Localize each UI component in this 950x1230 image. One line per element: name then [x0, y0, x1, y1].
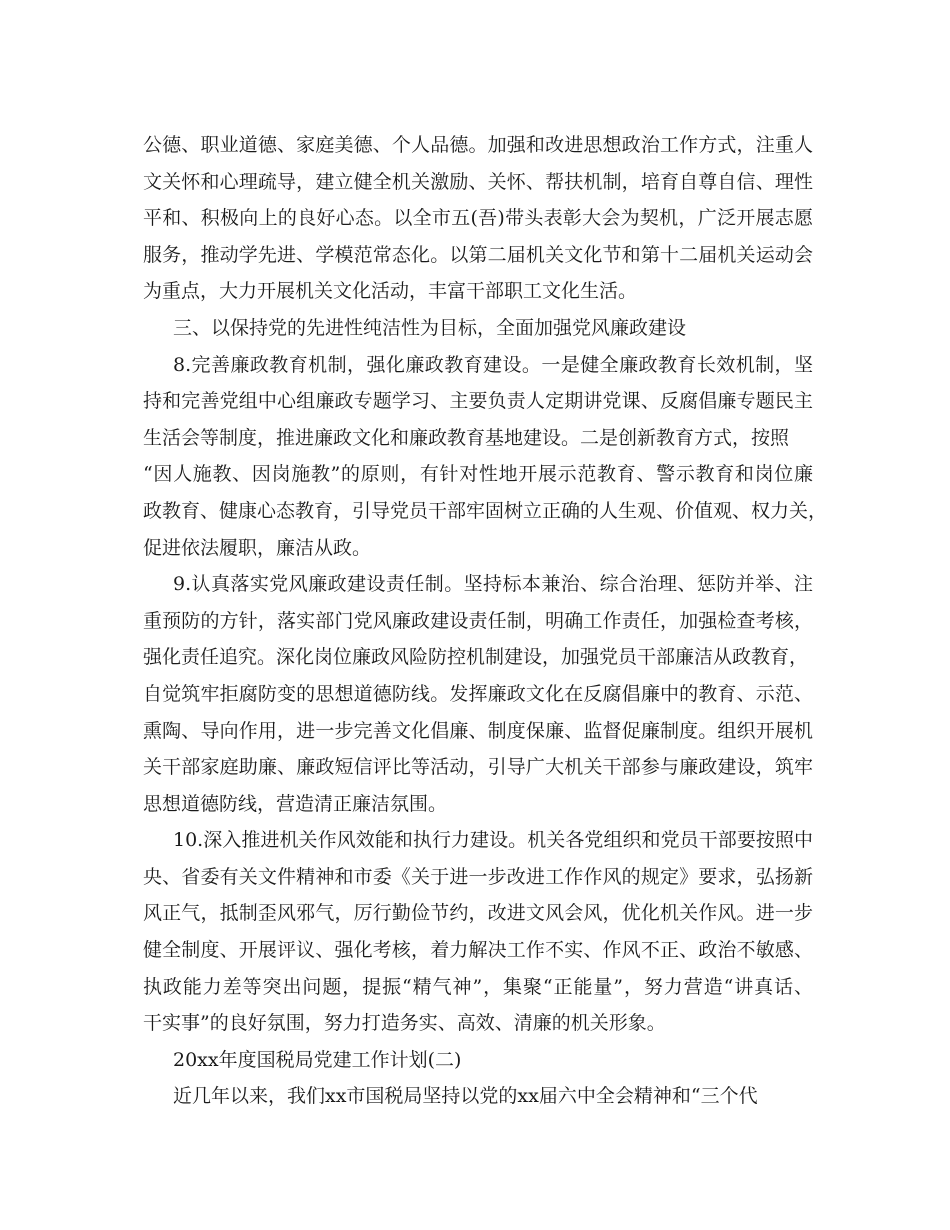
text-line: 平和、积极向上的良好心态。以全市五(吾)带头表彰大会为契机，广泛开展志愿	[143, 207, 813, 230]
text-line: 干实事”的良好氛围，努力打造务实、高效、清廉的机关形象。	[143, 1012, 666, 1035]
text-line: 健全制度、开展评议、强化考核，着力解决工作不实、作风不正、政治不敏感、	[143, 939, 813, 962]
text-line: 生活会等制度，推进廉政文化和廉政教育基地建设。二是创新教育方式，按照	[143, 426, 790, 449]
text-line: 9.认真落实党风廉政建设责任制。坚持标本兼治、综合治理、惩防并举、注	[173, 573, 813, 596]
text-line: “因人施教、因岗施教”的原则，有针对性地开展示范教育、警示教育和岗位廉	[143, 463, 813, 486]
text-line: 执政能力差等突出问题，提振“精气神”，集聚“正能量”，努力营造“讲真话、	[143, 975, 813, 998]
text-line: 央、省委有关文件精神和市委《关于进一步改进工作作风的规定》要求，弘扬新	[143, 865, 813, 888]
text-line: 三、以保持党的先进性纯洁性为目标，全面加强党风廉政建设	[173, 316, 687, 339]
text-line: 重预防的方针，落实部门党风廉政建设责任制，明确工作责任，加强检查考核，	[143, 609, 813, 632]
text-line: 为重点，大力开展机关文化活动，丰富干部职工文化生活。	[143, 280, 638, 303]
text-line: 10.深入推进机关作风效能和执行力建设。机关各党组织和党员干部要按照中	[173, 829, 813, 852]
text-line: 20xx年度国税局党建工作计划(二)	[173, 1048, 462, 1071]
text-line: 持和完善党组中心组廉政专题学习、主要负责人定期讲党课、反腐倡廉专题民主	[143, 390, 813, 413]
document-body	[143, 127, 828, 1115]
text-line: 服务，推动学先进、学模范常态化。以第二届机关文化节和第十二届机关运动会	[143, 243, 813, 266]
text-line: 文关怀和心理疏导，建立健全机关激励、关怀、帮扶机制，培育自尊自信、理性	[143, 170, 813, 193]
text-line: 风正气，抵制歪风邪气，厉行勤俭节约，改进文风会风，优化机关作风。进一步	[143, 902, 813, 925]
text-line: 强化责任追究。深化岗位廉政风险防控机制建设，加强党员干部廉洁从政教育，	[143, 646, 809, 669]
text-line: 熏陶、导向作用，进一步完善文化倡廉、制度保廉、监督促廉制度。组织开展机	[143, 719, 813, 742]
text-line: 近几年以来，我们xx市国税局坚持以党的xx届六中全会精神和“三个代	[173, 1085, 758, 1108]
text-line: 公德、职业道德、家庭美德、个人品德。加强和改进思想政治工作方式，注重人	[143, 134, 813, 156]
text-line: 思想道德防线，营造清正廉洁氛围。	[143, 792, 448, 815]
text-line: 8.完善廉政教育机制，强化廉政教育建设。一是健全廉政教育长效机制，坚	[173, 353, 813, 376]
text-line: 自觉筑牢拒腐防变的思想道德防线。发挥廉政文化在反腐倡廉中的教育、示范、	[143, 682, 813, 705]
text-line: 促进依法履职，廉洁从政。	[143, 536, 372, 559]
text-line: 政教育、健康心态教育，引导党员干部牢固树立正确的人生观、价值观、权力关，	[143, 499, 828, 522]
text-line: 关干部家庭助廉、廉政短信评比等活动，引导广大机关干部参与廉政建设，筑牢	[143, 756, 813, 779]
